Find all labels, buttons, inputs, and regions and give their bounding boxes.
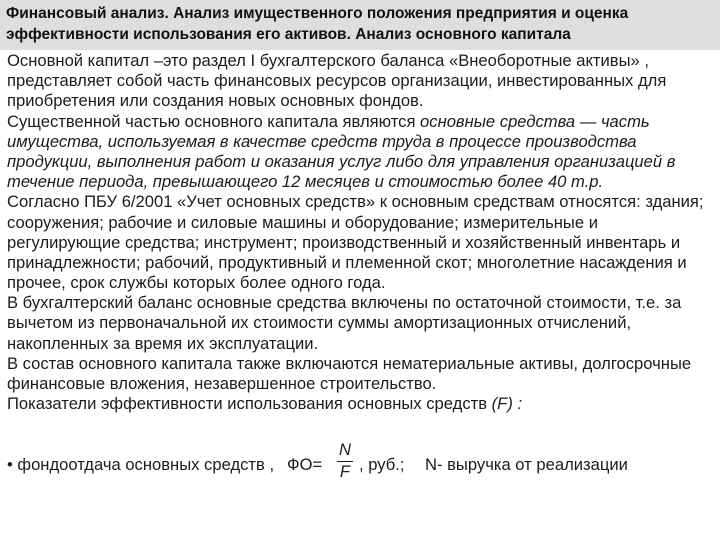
fraction-numerator: N: [339, 440, 351, 459]
formula-lhs: ФО=: [287, 455, 323, 474]
formula-note: N- выручка от реализации: [425, 455, 628, 474]
body-text: [7, 51, 715, 414]
page-title: [6, 3, 714, 45]
paragraph-line: Согласно ПБУ 6/2001 «Учет основных средств» к основным средствам относятся: здания;: [7, 192, 704, 212]
paragraph-line: прочее, срок службы которых более одного года.: [7, 273, 386, 293]
formula-unit: , руб.;: [359, 455, 405, 474]
fraction-denominator: F: [339, 462, 351, 481]
paragraph-line: представляет собой часть финансовых ресурсов организации, инвестированных для: [7, 71, 667, 91]
title-line-1: Финансовый анализ. Анализ имущественного положения предприятия и оценка: [6, 5, 629, 22]
paragraph-line: принадлежности; рабочий, продуктивный и племенной скот; многолетние насаждения и: [7, 252, 687, 272]
paragraph-line: [7, 394, 715, 414]
paragraph-text: Существенной частью основного капитала являются: [7, 111, 421, 131]
paragraph-line: имущества, используемая в качестве средств труда в процессе производства: [7, 131, 637, 151]
paragraph-line: регулирующие средства; инструмент; производственный и хозяйственный инвентарь и: [7, 232, 681, 252]
title-line-2: эффективности использования его активов. Анализ основного капитала: [6, 26, 571, 43]
paragraph-line: В бухгалтерский баланс основные средства включены по остаточной стоимости, т.е. за: [7, 293, 682, 313]
paragraph-line: вычетом из первоначальной их стоимости суммы амортизационных отчислений,: [7, 313, 632, 333]
paragraph-text: Показатели эффективности использования основных средств: [7, 394, 492, 414]
bullet-text: • фондоотдача основных средств ,: [7, 455, 275, 474]
paragraph-line: сооружения; рабочие и силовые машины и оборудование; измерительные и: [7, 212, 598, 232]
paragraph-line: приобретения или создания новых основных фондов.: [7, 91, 424, 111]
emphasis-text: основные средства — часть: [420, 111, 650, 131]
paragraph-line: В состав основного капитала также включаются нематериальные активы, долгосрочные: [7, 353, 692, 373]
paragraph-line: финансовые вложения, незавершенное строительство.: [7, 374, 437, 393]
formula-row: [7, 440, 715, 484]
paragraph-line: продукции, выполнения работ и оказания услуг либо для управления организацией в: [7, 151, 676, 171]
title-bar: [0, 0, 720, 50]
paragraph-line: накопленных за время их эксплуатации.: [7, 333, 319, 353]
emphasis-text: (F) :: [491, 394, 523, 414]
paragraph-line: Основной капитал –это раздел I бухгалтерского баланса «Внеоборотные активы» ,: [7, 51, 649, 70]
paragraph-line: течение периода, превышающего 12 месяцев и стоимостью более 40 т.р.: [7, 172, 604, 192]
paragraph-line: [7, 112, 715, 132]
